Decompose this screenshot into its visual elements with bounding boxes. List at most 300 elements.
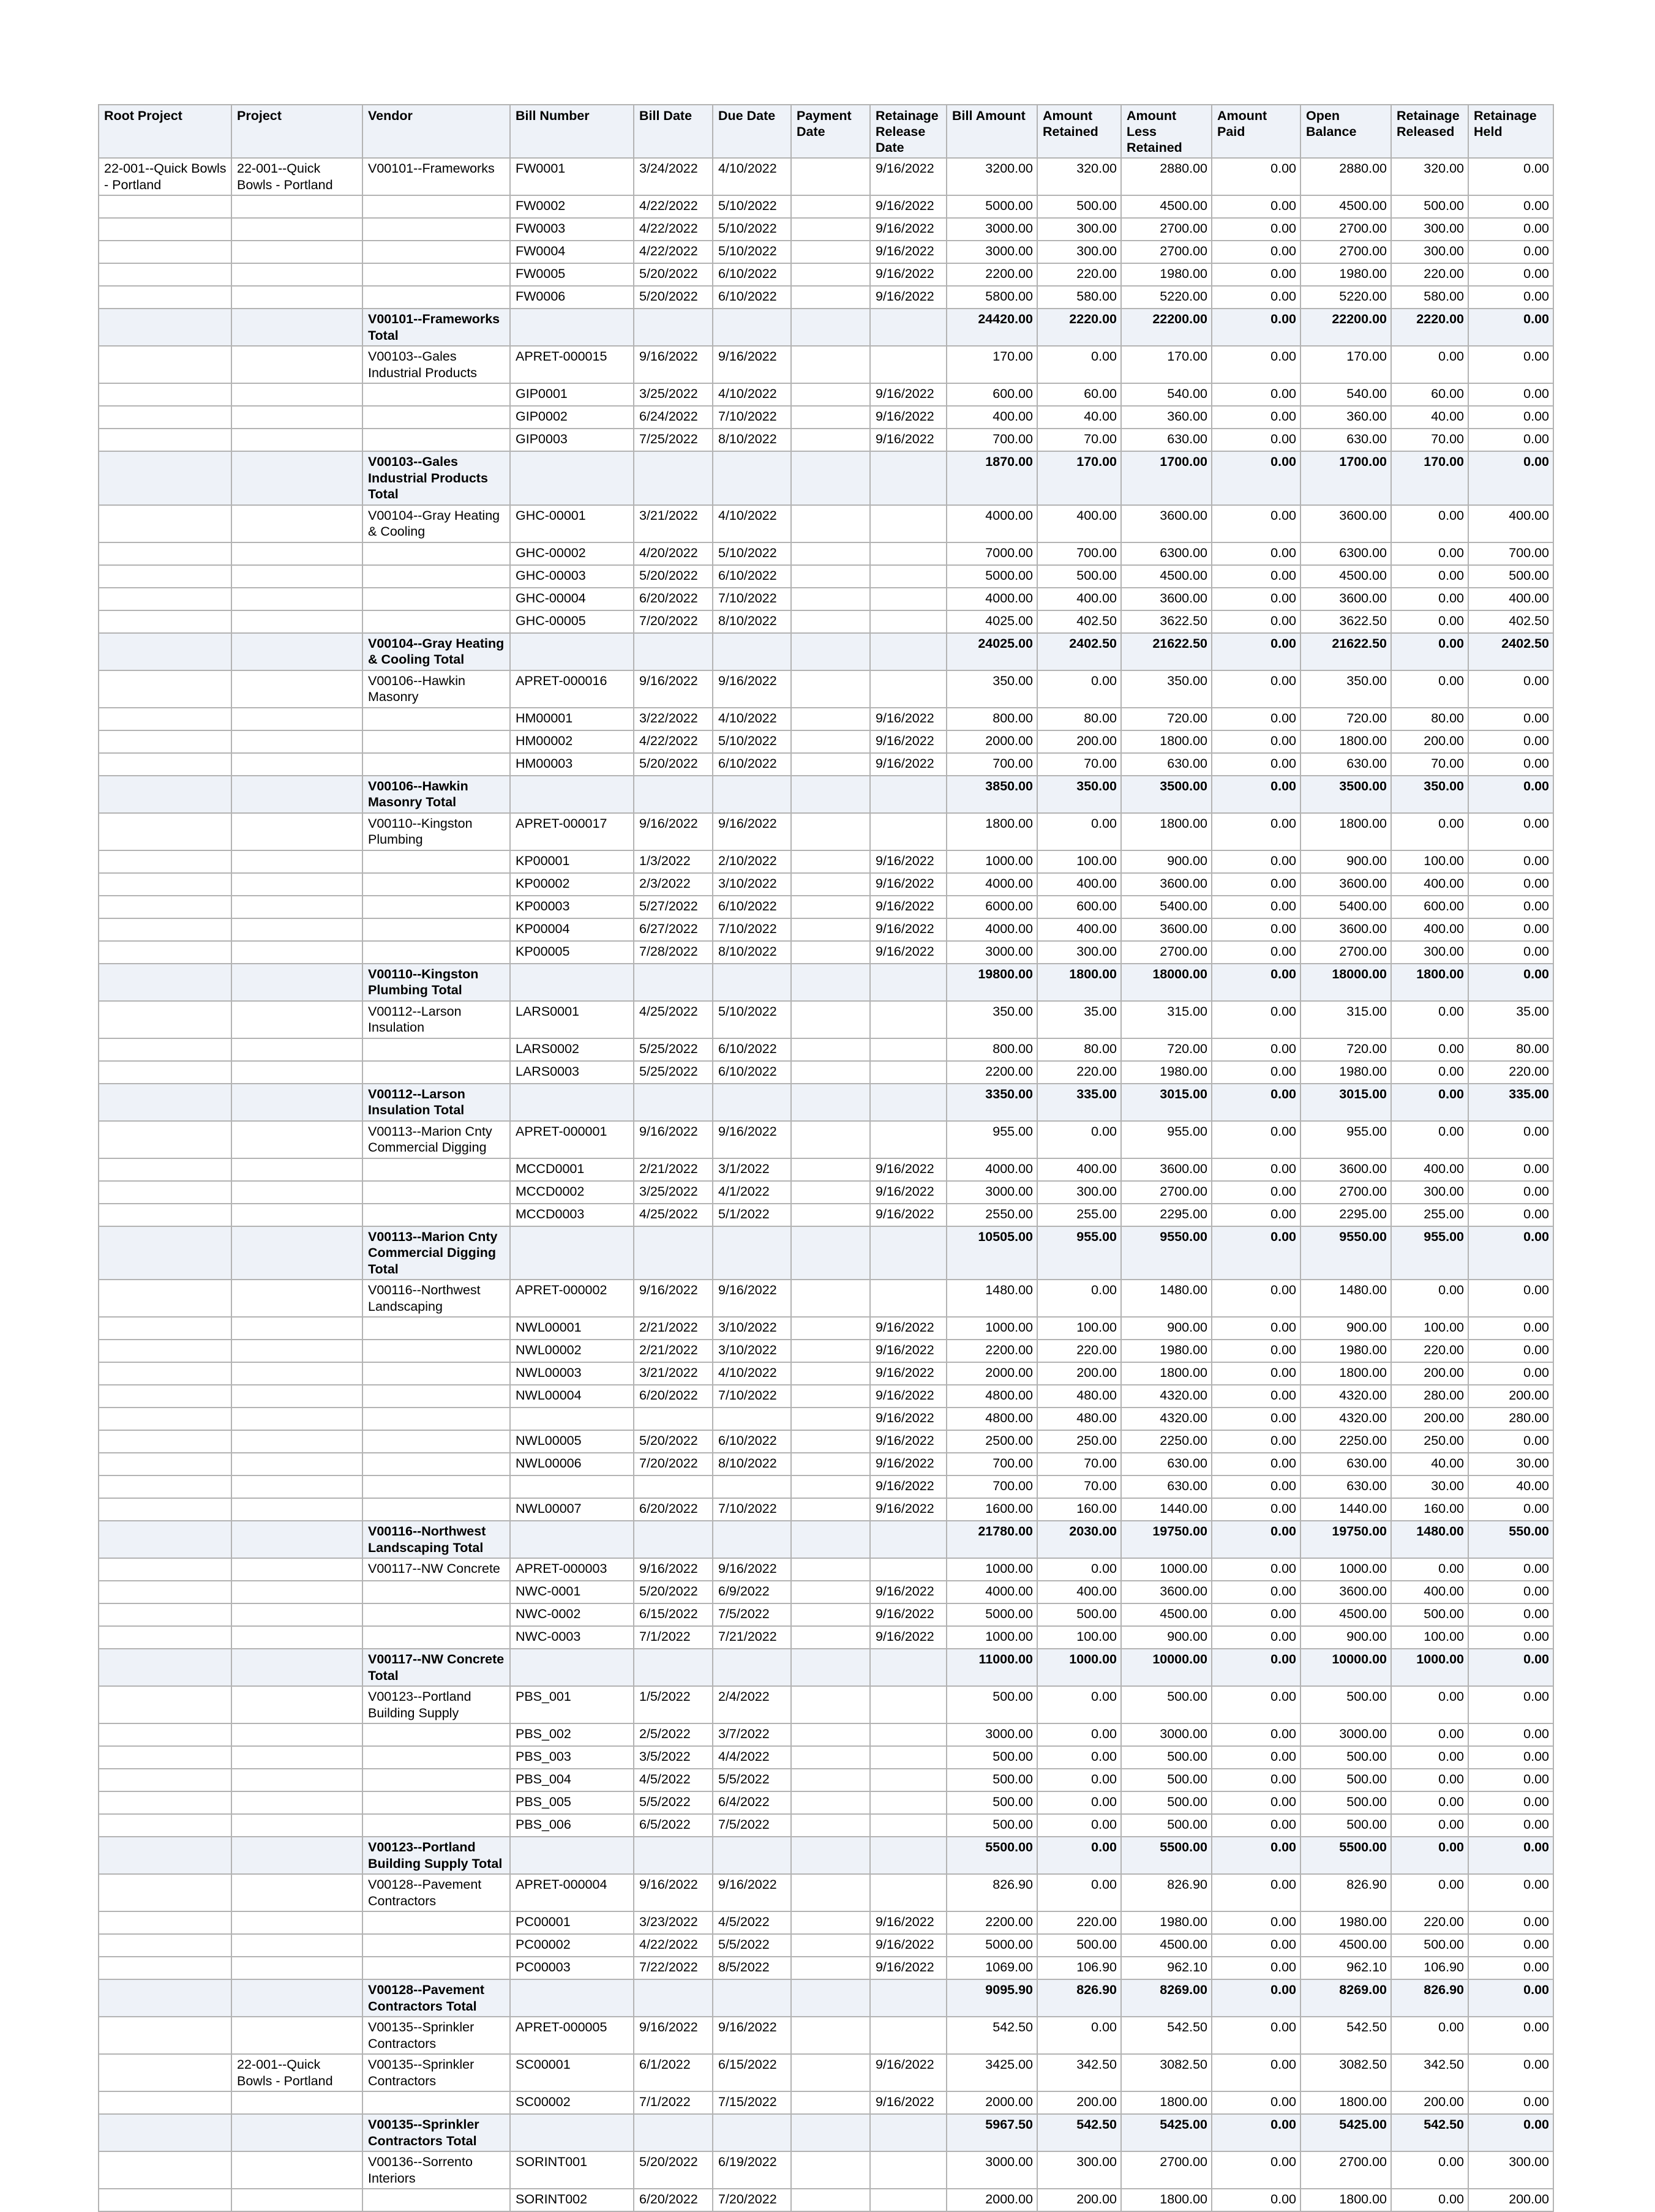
cell-root-project (99, 1686, 231, 1723)
cell-bill-number: FW0006 (510, 286, 634, 309)
cell-bill-amount: 5000.00 (947, 1603, 1037, 1626)
cell-due-date: 6/19/2022 (713, 2151, 791, 2189)
cell-amount-less-retained: 1980.00 (1121, 1340, 1212, 1362)
cell-open-balance: 3600.00 (1300, 1581, 1391, 1603)
cell-amount-retained: 2220.00 (1037, 309, 1121, 346)
cell-project (231, 505, 362, 542)
cell-retainage-released: 0.00 (1391, 1769, 1468, 1791)
cell-amount-less-retained: 630.00 (1121, 429, 1212, 451)
cell-retainage-release-date: 9/16/2022 (870, 195, 947, 218)
cell-retainage-release-date: 9/16/2022 (870, 406, 947, 429)
cell-due-date: 4/10/2022 (713, 383, 791, 406)
cell-amount-paid: 0.00 (1212, 1453, 1300, 1475)
cell-bill-number (510, 633, 634, 670)
cell-bill-date: 3/21/2022 (634, 505, 713, 542)
cell-retainage-release-date: 9/16/2022 (870, 263, 947, 286)
cell-bill-date: 5/25/2022 (634, 1061, 713, 1084)
cell-bill-amount: 2200.00 (947, 1061, 1037, 1084)
table-row (99, 565, 1553, 588)
cell-project (231, 2091, 362, 2114)
cell-bill-amount: 3350.00 (947, 1084, 1037, 1121)
cell-vendor: V00106--Hawkin Masonry Total (362, 776, 510, 813)
cell-amount-paid: 0.00 (1212, 896, 1300, 918)
cell-project (231, 753, 362, 776)
cell-open-balance: 1000.00 (1300, 1558, 1391, 1581)
cell-root-project (99, 964, 231, 1001)
cell-amount-paid: 0.00 (1212, 1475, 1300, 1498)
cell-bill-date: 5/20/2022 (634, 263, 713, 286)
cell-root-project (99, 670, 231, 708)
cell-amount-less-retained: 900.00 (1121, 1317, 1212, 1340)
cell-bill-date: 6/1/2022 (634, 2054, 713, 2091)
cell-open-balance: 500.00 (1300, 1746, 1391, 1769)
cell-retainage-release-date: 9/16/2022 (870, 2091, 947, 2114)
col-header-payment-date: Payment Date (791, 105, 870, 158)
cell-bill-date (634, 1837, 713, 1874)
cell-payment-date (791, 1408, 870, 1430)
cell-bill-number (510, 1408, 634, 1430)
cell-retainage-released: 400.00 (1391, 918, 1468, 941)
cell-retainage-release-date (870, 1558, 947, 1581)
cell-bill-number: APRET-000003 (510, 1558, 634, 1581)
cell-retainage-released: 200.00 (1391, 2091, 1468, 2114)
vendor-total-row (99, 1521, 1553, 1558)
cell-retainage-held: 220.00 (1468, 1061, 1553, 1084)
cell-bill-amount: 3850.00 (947, 776, 1037, 813)
cell-retainage-held: 0.00 (1468, 451, 1553, 505)
cell-retainage-released: 70.00 (1391, 753, 1468, 776)
cell-bill-amount: 1000.00 (947, 1558, 1037, 1581)
table-row (99, 195, 1553, 218)
cell-amount-less-retained: 3082.50 (1121, 2054, 1212, 2091)
cell-amount-less-retained: 540.00 (1121, 383, 1212, 406)
cell-amount-paid: 0.00 (1212, 730, 1300, 753)
cell-retainage-released: 0.00 (1391, 2189, 1468, 2211)
cell-retainage-release-date (870, 1723, 947, 1746)
cell-bill-number: PC00002 (510, 1934, 634, 1957)
cell-amount-less-retained: 4500.00 (1121, 1934, 1212, 1957)
cell-amount-less-retained: 3600.00 (1121, 505, 1212, 542)
cell-retainage-released: 2220.00 (1391, 309, 1468, 346)
cell-retainage-held: 0.00 (1468, 1280, 1553, 1317)
cell-retainage-held: 0.00 (1468, 1498, 1553, 1521)
cell-amount-less-retained: 962.10 (1121, 1957, 1212, 1979)
cell-project (231, 1408, 362, 1430)
table-row (99, 542, 1553, 565)
cell-amount-paid: 0.00 (1212, 1626, 1300, 1649)
cell-bill-amount: 600.00 (947, 383, 1037, 406)
cell-open-balance: 630.00 (1300, 1453, 1391, 1475)
cell-retainage-release-date: 9/16/2022 (870, 1385, 947, 1408)
cell-bill-amount: 24025.00 (947, 633, 1037, 670)
cell-retainage-held: 200.00 (1468, 2189, 1553, 2211)
table-row (99, 670, 1553, 708)
cell-vendor (362, 195, 510, 218)
cell-due-date: 4/1/2022 (713, 1181, 791, 1204)
cell-bill-date: 2/21/2022 (634, 1158, 713, 1181)
cell-root-project (99, 1791, 231, 1814)
cell-due-date: 4/5/2022 (713, 1911, 791, 1934)
cell-project (231, 1204, 362, 1226)
cell-open-balance: 1800.00 (1300, 730, 1391, 753)
cell-retainage-release-date (870, 1791, 947, 1814)
cell-bill-number: KP00002 (510, 873, 634, 896)
cell-vendor (362, 2189, 510, 2211)
cell-due-date (713, 2114, 791, 2151)
cell-project (231, 610, 362, 633)
cell-bill-number: MCCD0002 (510, 1181, 634, 1204)
cell-bill-number: LARS0001 (510, 1001, 634, 1038)
cell-amount-less-retained: 315.00 (1121, 1001, 1212, 1038)
cell-payment-date (791, 1979, 870, 2017)
cell-bill-date: 3/5/2022 (634, 1746, 713, 1769)
col-header-bill-date: Bill Date (634, 105, 713, 158)
cell-amount-less-retained: 1480.00 (1121, 1280, 1212, 1317)
cell-open-balance: 4500.00 (1300, 1934, 1391, 1957)
cell-amount-paid: 0.00 (1212, 2189, 1300, 2211)
cell-open-balance: 1980.00 (1300, 1340, 1391, 1362)
cell-due-date: 7/10/2022 (713, 406, 791, 429)
cell-retainage-held: 0.00 (1468, 896, 1553, 918)
cell-bill-date (634, 1226, 713, 1280)
cell-vendor (362, 753, 510, 776)
col-header-due-date: Due Date (713, 105, 791, 158)
cell-amount-retained: 320.00 (1037, 158, 1121, 195)
cell-retainage-released: 1000.00 (1391, 1649, 1468, 1686)
cell-amount-less-retained: 500.00 (1121, 1814, 1212, 1837)
cell-root-project (99, 195, 231, 218)
cell-bill-number: KP00001 (510, 850, 634, 873)
cell-retainage-released: 300.00 (1391, 241, 1468, 263)
table-row (99, 1603, 1553, 1626)
cell-amount-retained: 200.00 (1037, 1362, 1121, 1385)
cell-amount-less-retained: 1980.00 (1121, 1061, 1212, 1084)
cell-payment-date (791, 753, 870, 776)
col-header-bill-number: Bill Number (510, 105, 634, 158)
cell-project (231, 1769, 362, 1791)
cell-amount-paid: 0.00 (1212, 1874, 1300, 1911)
cell-bill-number: APRET-000002 (510, 1280, 634, 1317)
cell-payment-date (791, 1837, 870, 1874)
cell-bill-number: HM00003 (510, 753, 634, 776)
cell-root-project (99, 505, 231, 542)
table-row (99, 1769, 1553, 1791)
cell-bill-amount: 500.00 (947, 1769, 1037, 1791)
cell-bill-number: NWL00004 (510, 1385, 634, 1408)
cell-root-project (99, 1204, 231, 1226)
cell-bill-amount: 700.00 (947, 429, 1037, 451)
cell-due-date: 3/10/2022 (713, 1317, 791, 1340)
cell-amount-retained: 0.00 (1037, 1769, 1121, 1791)
cell-amount-less-retained: 1800.00 (1121, 2091, 1212, 2114)
cell-payment-date (791, 776, 870, 813)
cell-amount-paid: 0.00 (1212, 1362, 1300, 1385)
table-row (99, 1158, 1553, 1181)
cell-amount-paid: 0.00 (1212, 1408, 1300, 1430)
cell-project (231, 406, 362, 429)
cell-bill-date (634, 964, 713, 1001)
table-row (99, 730, 1553, 753)
cell-retainage-release-date: 9/16/2022 (870, 873, 947, 896)
cell-amount-retained: 400.00 (1037, 873, 1121, 896)
cell-amount-retained: 200.00 (1037, 730, 1121, 753)
cell-bill-date: 3/24/2022 (634, 158, 713, 195)
cell-retainage-held: 400.00 (1468, 588, 1553, 610)
cell-vendor: V00135--Sprinkler Contractors Total (362, 2114, 510, 2151)
cell-project (231, 1340, 362, 1362)
cell-amount-less-retained: 3500.00 (1121, 776, 1212, 813)
cell-vendor (362, 2091, 510, 2114)
cell-root-project (99, 2017, 231, 2054)
cell-amount-less-retained: 8269.00 (1121, 1979, 1212, 2017)
cell-bill-number: NWL00003 (510, 1362, 634, 1385)
cell-amount-retained: 1000.00 (1037, 1649, 1121, 1686)
cell-bill-amount: 700.00 (947, 1453, 1037, 1475)
cell-bill-amount: 7000.00 (947, 542, 1037, 565)
cell-retainage-held: 2402.50 (1468, 633, 1553, 670)
cell-retainage-release-date (870, 1280, 947, 1317)
cell-root-project (99, 1121, 231, 1158)
cell-amount-less-retained: 3600.00 (1121, 588, 1212, 610)
cell-amount-paid: 0.00 (1212, 2091, 1300, 2114)
cell-retainage-release-date (870, 2017, 947, 2054)
cell-amount-less-retained: 3600.00 (1121, 918, 1212, 941)
cell-root-project (99, 2054, 231, 2091)
cell-vendor (362, 588, 510, 610)
cell-retainage-held: 0.00 (1468, 1769, 1553, 1791)
cell-amount-less-retained: 22200.00 (1121, 309, 1212, 346)
cell-payment-date (791, 1121, 870, 1158)
cell-retainage-released: 955.00 (1391, 1226, 1468, 1280)
cell-payment-date (791, 1723, 870, 1746)
cell-bill-number (510, 1521, 634, 1558)
table-row (99, 896, 1553, 918)
cell-open-balance: 900.00 (1300, 1626, 1391, 1649)
cell-root-project (99, 1362, 231, 1385)
cell-bill-amount: 2000.00 (947, 1362, 1037, 1385)
cell-amount-paid: 0.00 (1212, 565, 1300, 588)
cell-retainage-held: 0.00 (1468, 286, 1553, 309)
cell-payment-date (791, 873, 870, 896)
cell-root-project: 22-001--Quick Bowls - Portland (99, 158, 231, 195)
cell-retainage-release-date: 9/16/2022 (870, 383, 947, 406)
cell-retainage-released: 0.00 (1391, 1791, 1468, 1814)
cell-payment-date (791, 286, 870, 309)
cell-project (231, 1521, 362, 1558)
cell-amount-less-retained: 1440.00 (1121, 1498, 1212, 1521)
cell-vendor: V00101--Frameworks Total (362, 309, 510, 346)
cell-retainage-held: 200.00 (1468, 1385, 1553, 1408)
cell-bill-amount: 4000.00 (947, 1581, 1037, 1603)
cell-amount-paid: 0.00 (1212, 633, 1300, 670)
cell-bill-date: 9/16/2022 (634, 1558, 713, 1581)
cell-root-project (99, 1874, 231, 1911)
cell-amount-retained: 100.00 (1037, 1626, 1121, 1649)
cell-retainage-released: 0.00 (1391, 670, 1468, 708)
cell-due-date: 5/10/2022 (713, 1001, 791, 1038)
cell-due-date (713, 1226, 791, 1280)
cell-bill-amount: 19800.00 (947, 964, 1037, 1001)
cell-amount-less-retained: 2295.00 (1121, 1204, 1212, 1226)
cell-retainage-held: 0.00 (1468, 941, 1553, 964)
cell-retainage-released: 0.00 (1391, 813, 1468, 850)
cell-root-project (99, 406, 231, 429)
cell-amount-less-retained: 1800.00 (1121, 1362, 1212, 1385)
cell-root-project (99, 850, 231, 873)
cell-bill-number (510, 1475, 634, 1498)
cell-retainage-released: 170.00 (1391, 451, 1468, 505)
cell-vendor (362, 1340, 510, 1362)
cell-due-date: 9/16/2022 (713, 2017, 791, 2054)
cell-amount-paid: 0.00 (1212, 2151, 1300, 2189)
table-row (99, 1453, 1553, 1475)
cell-bill-date: 1/3/2022 (634, 850, 713, 873)
cell-retainage-release-date (870, 1521, 947, 1558)
cell-bill-number: LARS0003 (510, 1061, 634, 1084)
cell-retainage-release-date: 9/16/2022 (870, 286, 947, 309)
cell-amount-paid: 0.00 (1212, 941, 1300, 964)
cell-amount-retained: 170.00 (1037, 451, 1121, 505)
cell-vendor: V00104--Gray Heating & Cooling (362, 505, 510, 542)
table-row (99, 708, 1553, 730)
cell-bill-number: GHC-00001 (510, 505, 634, 542)
cell-amount-paid: 0.00 (1212, 1340, 1300, 1362)
cell-bill-amount: 4000.00 (947, 873, 1037, 896)
cell-payment-date (791, 2091, 870, 2114)
cell-root-project (99, 1061, 231, 1084)
cell-open-balance: 630.00 (1300, 753, 1391, 776)
cell-bill-amount: 2200.00 (947, 1911, 1037, 1934)
cell-retainage-released: 30.00 (1391, 1475, 1468, 1498)
table-row (99, 588, 1553, 610)
cell-retainage-released: 300.00 (1391, 941, 1468, 964)
cell-bill-date: 2/3/2022 (634, 873, 713, 896)
cell-open-balance: 10000.00 (1300, 1649, 1391, 1686)
cell-retainage-held: 0.00 (1468, 2114, 1553, 2151)
cell-amount-less-retained: 500.00 (1121, 1791, 1212, 1814)
cell-project (231, 1061, 362, 1084)
cell-vendor (362, 241, 510, 263)
cell-project (231, 1181, 362, 1204)
cell-bill-amount: 2000.00 (947, 730, 1037, 753)
cell-amount-paid: 0.00 (1212, 1280, 1300, 1317)
col-header-open-balance: Open Balance (1300, 105, 1391, 158)
cell-due-date: 7/10/2022 (713, 588, 791, 610)
cell-project (231, 1498, 362, 1521)
cell-retainage-release-date (870, 813, 947, 850)
cell-amount-retained: 350.00 (1037, 776, 1121, 813)
cell-retainage-released: 40.00 (1391, 406, 1468, 429)
cell-retainage-held: 30.00 (1468, 1453, 1553, 1475)
cell-project (231, 1979, 362, 2017)
vendor-total-row (99, 1979, 1553, 2017)
cell-amount-paid: 0.00 (1212, 1769, 1300, 1791)
cell-retainage-held: 0.00 (1468, 1226, 1553, 1280)
cell-retainage-release-date: 9/16/2022 (870, 1430, 947, 1453)
cell-retainage-held: 280.00 (1468, 1408, 1553, 1430)
cell-amount-retained: 826.90 (1037, 1979, 1121, 2017)
cell-vendor (362, 850, 510, 873)
cell-payment-date (791, 896, 870, 918)
cell-bill-date: 9/16/2022 (634, 670, 713, 708)
cell-retainage-released: 0.00 (1391, 565, 1468, 588)
cell-payment-date (791, 588, 870, 610)
cell-amount-retained: 0.00 (1037, 1723, 1121, 1746)
cell-payment-date (791, 429, 870, 451)
cell-payment-date (791, 1791, 870, 1814)
cell-payment-date (791, 346, 870, 383)
cell-bill-amount: 4800.00 (947, 1408, 1037, 1430)
cell-vendor (362, 1453, 510, 1475)
cell-retainage-release-date: 9/16/2022 (870, 1498, 947, 1521)
table-row (99, 1430, 1553, 1453)
cell-amount-less-retained: 9550.00 (1121, 1226, 1212, 1280)
cell-due-date: 5/10/2022 (713, 241, 791, 263)
cell-retainage-release-date: 9/16/2022 (870, 1362, 947, 1385)
cell-retainage-released: 500.00 (1391, 1603, 1468, 1626)
cell-bill-date: 7/1/2022 (634, 1626, 713, 1649)
cell-retainage-held: 0.00 (1468, 813, 1553, 850)
cell-bill-amount: 1800.00 (947, 813, 1037, 850)
cell-bill-amount: 3000.00 (947, 1181, 1037, 1204)
cell-amount-retained: 335.00 (1037, 1084, 1121, 1121)
cell-amount-less-retained: 2700.00 (1121, 2151, 1212, 2189)
cell-vendor (362, 730, 510, 753)
cell-due-date (713, 309, 791, 346)
cell-vendor (362, 1385, 510, 1408)
cell-root-project (99, 542, 231, 565)
cell-retainage-held: 0.00 (1468, 708, 1553, 730)
table-row (99, 1121, 1553, 1158)
cell-bill-date: 3/23/2022 (634, 1911, 713, 1934)
cell-project: 22-001--Quick Bowls - Portland (231, 2054, 362, 2091)
cell-retainage-released: 0.00 (1391, 1746, 1468, 1769)
cell-amount-retained: 160.00 (1037, 1498, 1121, 1521)
cell-amount-less-retained: 2700.00 (1121, 218, 1212, 241)
cell-root-project (99, 2091, 231, 2114)
cell-bill-number: FW0003 (510, 218, 634, 241)
cell-root-project (99, 286, 231, 309)
cell-root-project (99, 1453, 231, 1475)
cell-retainage-release-date (870, 2114, 947, 2151)
cell-vendor (362, 1814, 510, 1837)
cell-amount-retained: 400.00 (1037, 1158, 1121, 1181)
cell-amount-paid: 0.00 (1212, 1121, 1300, 1158)
cell-amount-paid: 0.00 (1212, 1226, 1300, 1280)
cell-retainage-released: 0.00 (1391, 1280, 1468, 1317)
cell-retainage-held: 0.00 (1468, 1317, 1553, 1340)
cell-root-project (99, 565, 231, 588)
cell-retainage-held: 0.00 (1468, 1979, 1553, 2017)
cell-amount-less-retained: 4500.00 (1121, 195, 1212, 218)
table-row (99, 1181, 1553, 1204)
vendor-total-row (99, 309, 1553, 346)
cell-retainage-release-date (870, 1746, 947, 1769)
cell-amount-less-retained: 360.00 (1121, 406, 1212, 429)
cell-bill-date: 5/27/2022 (634, 896, 713, 918)
cell-amount-paid: 0.00 (1212, 286, 1300, 309)
cell-bill-date: 3/25/2022 (634, 383, 713, 406)
cell-open-balance: 3600.00 (1300, 873, 1391, 896)
cell-retainage-release-date (870, 610, 947, 633)
cell-open-balance: 2700.00 (1300, 241, 1391, 263)
cell-retainage-released: 300.00 (1391, 218, 1468, 241)
cell-payment-date (791, 1814, 870, 1837)
table-row (99, 610, 1553, 633)
cell-retainage-released: 1800.00 (1391, 964, 1468, 1001)
cell-bill-amount: 1000.00 (947, 1626, 1037, 1649)
cell-amount-retained: 200.00 (1037, 2189, 1121, 2211)
